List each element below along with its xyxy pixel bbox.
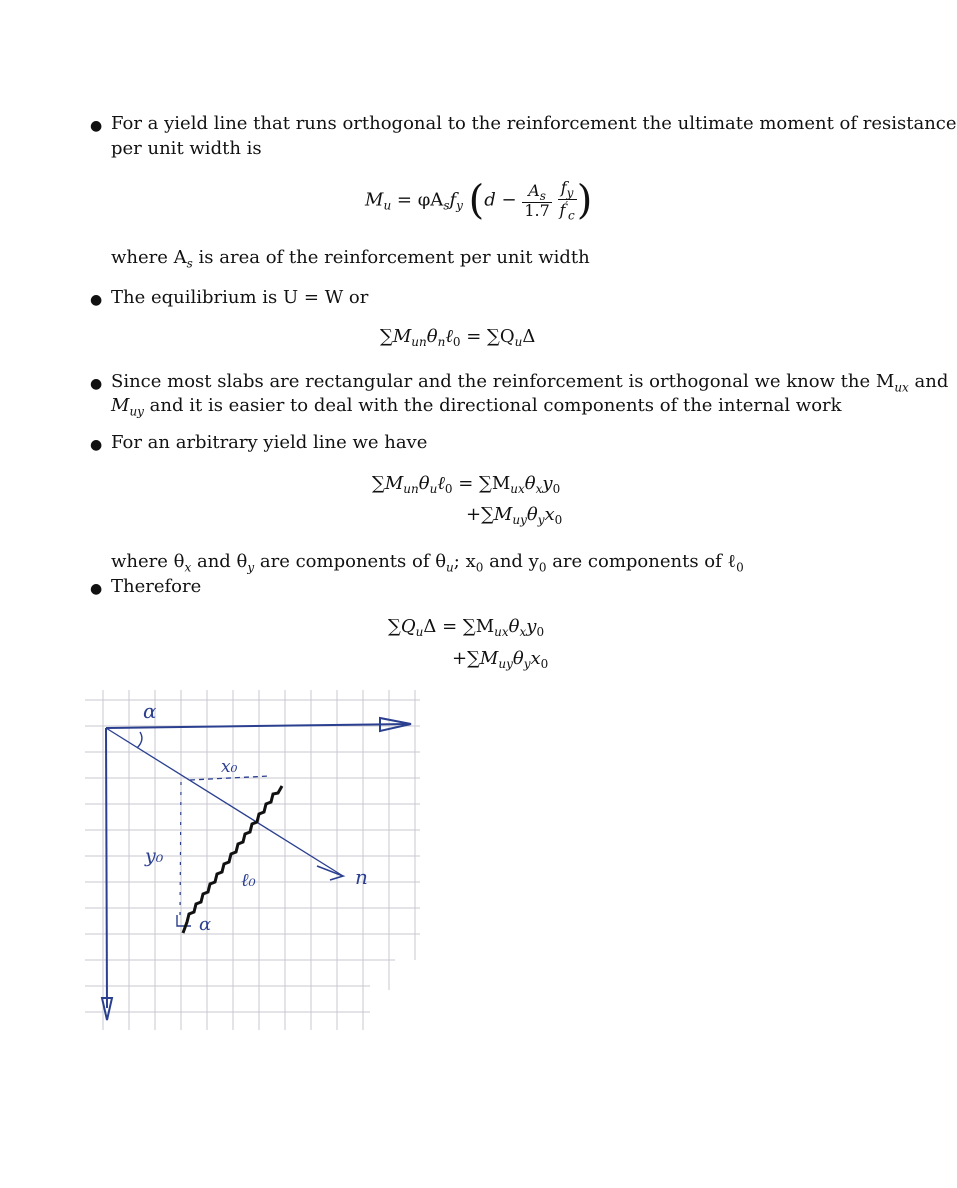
eq-operator: Δ = ∑M <box>423 616 495 637</box>
fraction-fy-over-fc <box>558 180 577 221</box>
subscript: s <box>186 256 193 271</box>
eq-subscript: 0 <box>536 625 545 639</box>
eq-symbol: ∑M <box>380 326 412 347</box>
subscript: x <box>184 560 192 575</box>
alpha-bottom-label: α <box>199 914 212 935</box>
eq-subscript: ux <box>510 482 525 496</box>
equation-equilibrium <box>380 328 535 348</box>
subscript: y <box>247 560 255 575</box>
eq-symbol: ℓ <box>437 473 445 494</box>
eq-symbol: θ <box>512 648 524 669</box>
right-paren: ) <box>576 177 593 224</box>
eq-subscript: 0 <box>540 657 549 671</box>
subscript: 0 <box>736 560 744 575</box>
where-text: where A <box>111 247 187 268</box>
eq-symbol: Δ <box>522 326 536 347</box>
where-rest: is area of the reinforcement per unit width <box>192 247 590 268</box>
eq-operator: = ∑Q <box>460 326 515 347</box>
eq-subscript: u <box>415 625 424 639</box>
eq-denominator: 1.7 <box>524 200 550 220</box>
eq-subscript: 0 <box>554 513 563 527</box>
bullet-3-line-2 <box>111 397 842 418</box>
eq-subscript: y <box>456 198 463 213</box>
bullet-2-text: The equilibrium is U = W or <box>111 287 369 308</box>
eq-subscript: 0 <box>444 482 453 496</box>
eq-symbol: y <box>542 473 553 494</box>
where-text: are components of θ <box>254 551 447 572</box>
eq-subscript: x <box>535 482 543 496</box>
left-paren: ( <box>468 177 485 224</box>
where-text: ; x <box>453 551 476 572</box>
eq-subscript: c <box>567 208 575 223</box>
bullet-dot: ● <box>90 292 103 308</box>
equation-arbitrary-yield-line-2 <box>466 506 562 526</box>
bullet-4-where <box>111 553 744 574</box>
eq-subscript: 0 <box>552 482 561 496</box>
eq-denominator: f <box>559 200 566 220</box>
bullet-4-text: For an arbitrary yield line we have <box>111 432 428 453</box>
bullet-dot: ● <box>90 437 103 453</box>
eq-symbol: x <box>544 504 555 525</box>
eq-subscript: ux <box>494 625 509 639</box>
equation-therefore-1 <box>388 618 544 638</box>
eq-subscript: n <box>437 335 446 349</box>
equation-therefore-2 <box>452 650 548 670</box>
grid-paper <box>85 690 420 1030</box>
eq-symbol: M <box>365 189 384 211</box>
eq-symbol: θ <box>426 326 438 347</box>
bullet-3-end: and <box>908 371 949 392</box>
eq-symbol: ∑Q <box>388 616 416 637</box>
equation-arbitrary-yield-line-1 <box>372 475 560 495</box>
x0-label: x₀ <box>221 757 238 777</box>
eq-subscript: y <box>537 513 545 527</box>
angle-arc-top <box>137 732 142 748</box>
eq-numerator: A <box>528 180 540 200</box>
sketch-labels <box>143 699 368 935</box>
eq-subscript: x <box>519 625 527 639</box>
subscript: u <box>446 560 454 575</box>
eq-symbol: θ <box>508 616 520 637</box>
yield-line-sketch <box>85 690 425 1035</box>
eq-subscript: s <box>443 198 450 213</box>
subscript: ux <box>894 380 909 395</box>
eq-numerator: f <box>560 178 567 197</box>
eq-symbol: ∑M <box>372 473 404 494</box>
eq-subscript: u <box>514 335 523 349</box>
where-text: where θ <box>111 551 185 572</box>
eq-subscript: u <box>429 482 438 496</box>
eq-subscript: y <box>566 186 574 200</box>
bullet-dot: ● <box>90 581 103 597</box>
eq-operator: = φA <box>391 189 444 211</box>
bullet-1-where <box>111 249 590 270</box>
eq-symbol: θ <box>526 504 538 525</box>
bullet-1-line-1: For a yield line that runs orthogonal to the reinforcement the ultimate moment of resistance <box>111 113 957 134</box>
y0-label: y₀ <box>145 845 164 867</box>
l0-label: ℓ₀ <box>241 870 256 891</box>
alpha-top-label: α <box>143 699 157 723</box>
eq-subscript: uy <box>498 657 513 671</box>
eq-subscript: uy <box>512 513 527 527</box>
symbol-m: M <box>111 395 130 416</box>
eq-symbol: y <box>526 616 537 637</box>
where-text: are components of ℓ <box>546 551 737 572</box>
eq-symbol: ℓ <box>445 326 453 347</box>
eq-symbol: +∑M <box>466 504 513 525</box>
eq-symbol: d − <box>484 189 517 211</box>
where-text: and y <box>483 551 539 572</box>
eq-symbol: +∑M <box>452 648 499 669</box>
bullet-dot: ● <box>90 118 103 134</box>
eq-symbol: x <box>530 648 541 669</box>
subscript: uy <box>129 404 144 419</box>
bullet-dot: ● <box>90 376 103 392</box>
normal-direction-line <box>106 728 343 876</box>
bullet-1-line-2: per unit width is <box>111 138 262 159</box>
n-label: n <box>355 865 368 889</box>
where-text: and θ <box>191 551 248 572</box>
subscript: 0 <box>538 560 547 575</box>
eq-subscript: un <box>403 482 419 496</box>
eq-operator: = ∑M <box>452 473 511 494</box>
eq-subscript: u <box>383 198 392 213</box>
y-axis-line <box>106 728 107 1008</box>
bullet-3-text: Since most slabs are rectangular and the reinforcement is orthogonal we know the M <box>111 371 895 392</box>
bullet-3-rest: and it is easier to deal with the directional components of the internal work <box>143 395 842 416</box>
subscript: 0 <box>475 560 484 575</box>
eq-symbol: θ <box>418 473 430 494</box>
eq-subscript: s <box>539 188 546 203</box>
equation-ultimate-moment <box>365 177 593 224</box>
bullet-3-line-1 <box>111 373 948 394</box>
eq-subscript: un <box>411 335 427 349</box>
eq-subscript: y <box>523 657 531 671</box>
eq-superscript: ′ <box>565 199 568 212</box>
fraction-as-over-1-7 <box>522 180 551 220</box>
eq-symbol: f <box>449 189 457 211</box>
bullet-5-text: Therefore <box>111 576 202 597</box>
eq-symbol: θ <box>524 473 536 494</box>
eq-subscript: 0 <box>452 335 461 349</box>
